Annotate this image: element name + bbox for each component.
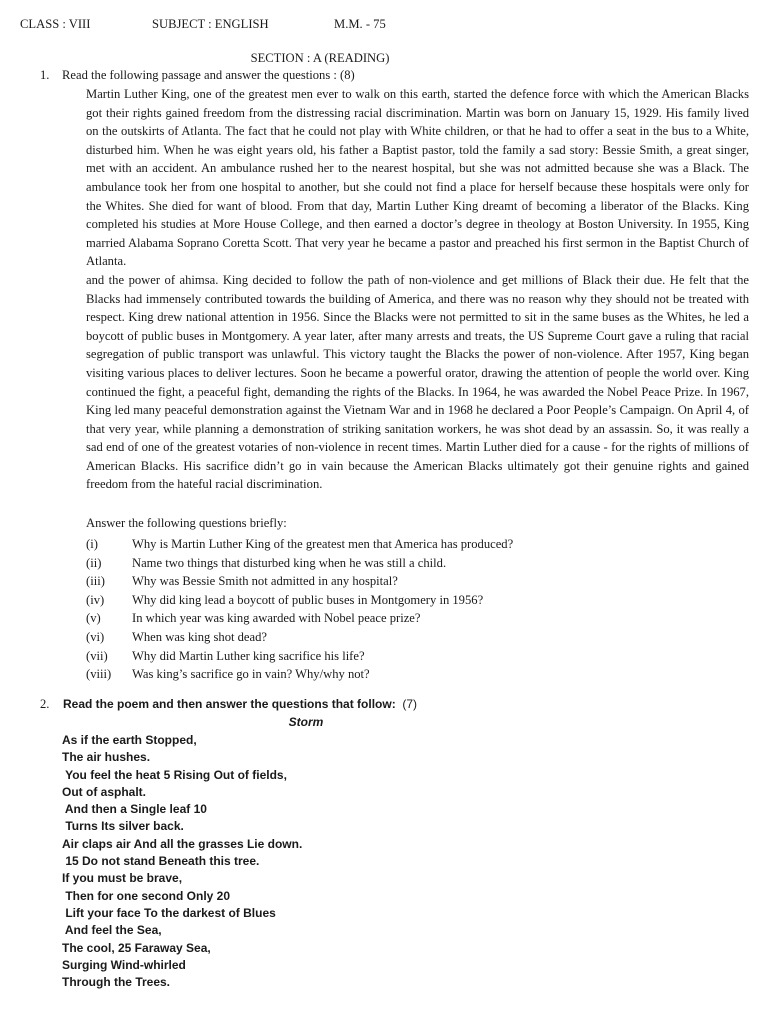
question-2-heading [40, 697, 417, 712]
reading-passage [86, 85, 749, 494]
question-text: Name two things that disturbed king when he was still a child. [132, 555, 447, 570]
poem-line: 15 Do not stand Beneath this tree. [62, 854, 260, 869]
question-text: Why is Martin Luther King of the greatest men that America has produced? [132, 537, 514, 551]
question-number: (vi) [86, 629, 105, 644]
poem-line: The cool, 25 Faraway Sea, [62, 940, 211, 955]
passage-paragraph-1: Martin Luther King, one of the greatest men ever to walk on this earth, started the defence force with which the American Blacks got their rights gained freedom from the distressing racial discrimination. Martin was born on January 15, 1929. His family lived on the outskirts of Atlanta. The fact that he could not play with White children, or that he had to offer a seat in the bus to a White, disturbed him. When he was eight years old, his father a Baptist pastor, told the family a sad story: Bessie Smith, a great singer, met with an accident. An ambulance rushed her to the nearest hospital, but she was not admitted because she was a Black. The ambulance took her from one hospital to another, but she could not find a place for herself because these hospitals were only for the Whites. She died for want of blood. From that day, Martin Luther King dreamt of becoming a liberator of the Blacks. King completed his studies at More House College, and then earned a doctor’s degree in theology at Boston University. In 1955, King married Alabama Soprano Coretta Scott. That very year he became a pastor and preached his first sermon in the Baptist Church of Atlanta. [86, 87, 749, 269]
poem-line: And feel the Sea, [62, 923, 162, 938]
answer-instruction: Answer the following questions briefly: [86, 516, 287, 530]
question-list [86, 535, 726, 684]
question-1-number: 1. [40, 68, 50, 82]
question-text: In which year was king awarded with Nobel peace prize? [132, 611, 421, 626]
question-number: (viii) [86, 667, 112, 682]
question-2-number: 2. [40, 697, 50, 711]
question-1-text: Read the following passage and answer the questions : (8) [62, 68, 355, 82]
list-item [86, 572, 726, 591]
subject-label: SUBJECT : ENGLISH [152, 17, 269, 31]
question-2-marks: (7) [402, 697, 418, 711]
question-number: (vii) [86, 648, 108, 663]
poem-lines [62, 732, 302, 991]
list-item [86, 665, 726, 684]
question-text: Why did Martin Luther king sacrifice his life? [132, 648, 365, 663]
question-number: (iv) [86, 592, 105, 607]
max-marks-label: M.M. - 75 [334, 17, 386, 31]
list-item [86, 554, 726, 573]
question-text: Was king’s sacrifice go in vain? Why/why not? [132, 667, 370, 682]
question-text: Why was Bessie Smith not admitted in any hospital? [132, 574, 398, 589]
poem-line: Surging Wind-whirled [62, 957, 186, 972]
poem-line: And then a Single leaf 10 [62, 802, 207, 817]
list-item [86, 628, 726, 647]
poem-line: Out of asphalt. [62, 784, 146, 799]
poem-line: If you must be brave, [62, 871, 183, 886]
poem-line: Through the Trees. [62, 975, 171, 990]
list-item [86, 647, 726, 666]
list-item [86, 535, 726, 554]
poem-line: Air claps air And all the grasses Lie down. [62, 836, 303, 851]
question-2-text: Read the poem and then answer the questions that follow: [63, 697, 396, 711]
poem-line: The air hushes. [62, 750, 151, 765]
passage-paragraph-2: and the power of ahimsa. King decided to follow the path of non-violence and get millions of Black their due. He felt that the Blacks had immensely contributed towards the building of America, and there was no reason why they should not be treated with respect. King drew national attention in 1956. Since the Blacks were not permitted to sit in the same buses as the Whites, he led a boycott of public buses in Montgomery. A year later, after many arrests and treats, the US Supreme Court gave a ruling that racial segregation of public transport was unlawful. This victory taught the Blacks the power of non-violence. After 1957, King began visiting various places to deliver lectures. Soon he became a powerful orator, drawing the attention of people the world over. King continued the fight, a peaceful fight, demanding the rights of the Blacks. In 1964, he was awarded the Nobel Peace Prize. In 1967, King led many peaceful demonstration against the Vietnam War and in 1968 he declared a Poor People’s Campaign. On April 4, of that very year, while planning a demonstration of striking sanitation workers, he was shot dead by an assassin. So, it was really a sad end of one of the greatest votaries of non-violence in recent times. Martin Luther died for a cause - for the rights of millions of American Blacks. His sacrifice didn’t go in vain because the American Blacks ultimately got their genuine rights and gained freedom from the hateful racial discrimination. [86, 272, 749, 492]
question-number: (iii) [86, 574, 105, 589]
poem-line: Then for one second Only 20 [62, 888, 231, 903]
class-label: CLASS : VIII [20, 17, 91, 31]
poem-title: Storm [288, 715, 324, 729]
poem-line: As if the earth Stopped, [62, 733, 197, 747]
question-1-heading [40, 68, 355, 83]
question-number: (ii) [86, 555, 102, 570]
exam-header [20, 17, 760, 35]
section-title: SECTION : A (READING) [250, 51, 390, 65]
list-item [86, 591, 726, 610]
question-number: (v) [86, 611, 101, 626]
poem-line: Turns Its silver back. [62, 819, 184, 834]
list-item [86, 609, 726, 628]
poem-line: You feel the heat 5 Rising Out of fields, [62, 767, 287, 782]
question-text: Why did king lead a boycott of public buses in Montgomery in 1956? [132, 592, 484, 607]
poem-line: Lift your face To the darkest of Blues [62, 905, 276, 920]
question-text: When was king shot dead? [132, 629, 267, 644]
question-number: (i) [86, 537, 98, 551]
